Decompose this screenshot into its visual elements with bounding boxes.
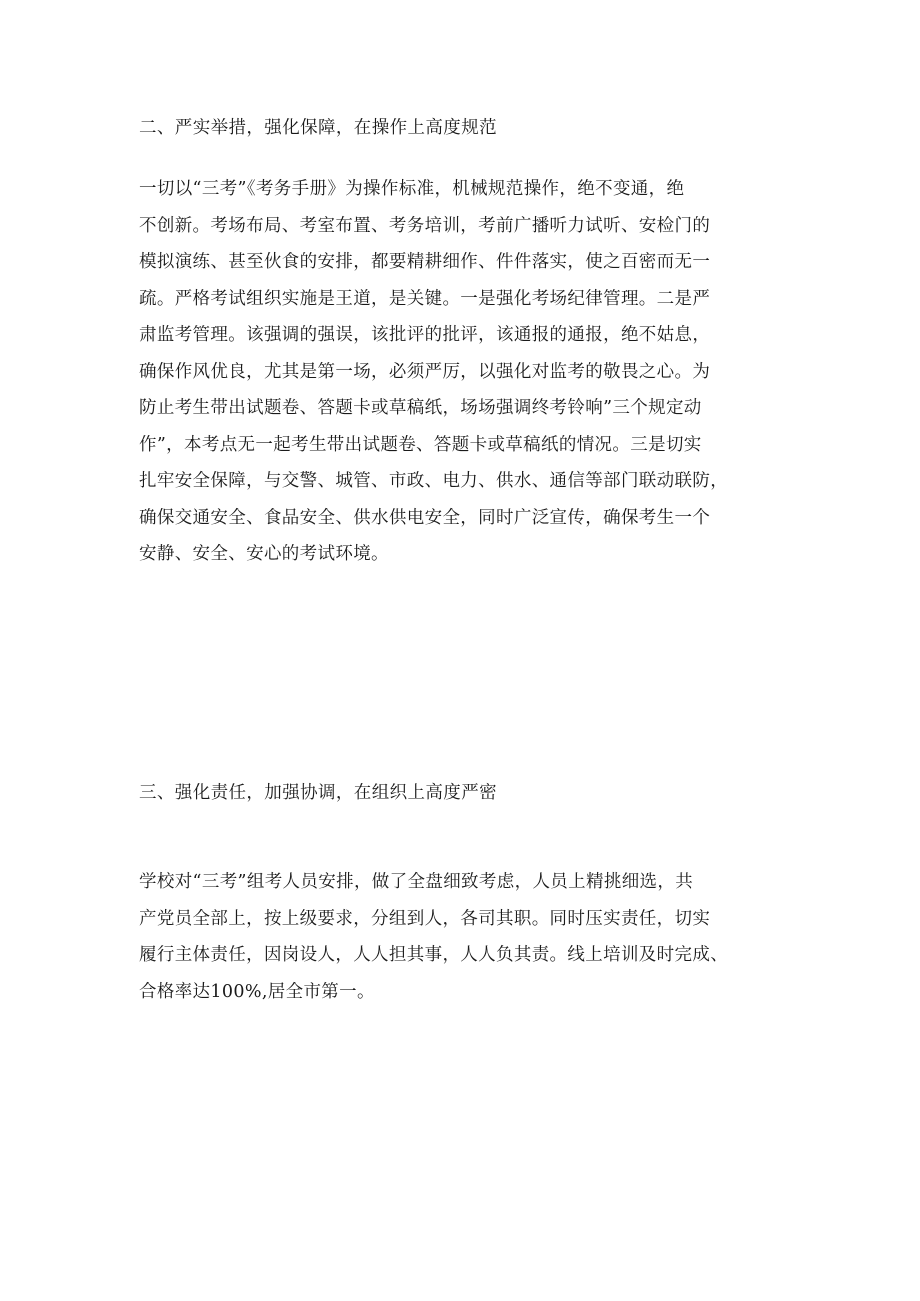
section-two-heading: 二、严实举措，强化保障，在操作上高度规范 [139,118,497,138]
section-two-paragraph [139,171,789,573]
paragraph-line: 作”，本考点无一起考生带出试题卷、答题卡或草稿纸的情况。三是切实 [139,434,702,455]
paragraph-line: 肃监考管理。该强调的强误，该批评的批评，该通报的通报，绝不姑息， [139,325,711,345]
paragraph-line: 疏。严格考试组织实施是王道，是关键。一是强化考场纪律管理。二是严 [139,288,711,309]
paragraph-line: 防止考生带出试题卷、答题卡或草稿纸，场场强调终考铃响”三个规定动 [139,398,702,418]
paragraph-line: 一切以“三考”《考务手册》为操作标准，机械规范操作，绝不变通，绝 [139,179,685,199]
paragraph-line: 模拟演练、甚至伙食的安排，都要精耕细作、件件落实，使之百密而无一 [139,252,711,272]
paragraph-line: 安静、安全、安心的考试环境。 [139,544,389,564]
section-three-paragraph [139,864,789,1010]
paragraph-line: 产党员全部上，按上级要求，分组到人，各司其职。同时压实责任，切实 [139,908,711,929]
paragraph-line: 确保作风优良，尤其是第一场，必须严厉，以强化对监考的敬畏之心。为 [139,361,711,382]
paragraph-line: 学校对“三考”组考人员安排，做了全盘细致考虑，人员上精挑细选，共 [139,872,694,892]
paragraph-line: 合格率达100%,居全市第一。 [139,981,375,1002]
section-three-heading: 三、强化责任，加强协调，在组织上高度严密 [139,783,497,803]
paragraph-line: 确保交通安全、食品安全、供水供电安全，同时广泛宣传，确保考生一个 [139,507,711,528]
paragraph-line: 不创新。考场布局、考室布置、考务培训，考前广播听力试听、安检门的 [139,215,711,236]
paragraph-line: 履行主体责任，因岗设人，人人担其事，人人负其责。线上培训及时完成、 [139,945,729,965]
paragraph-line: 扎牢安全保障，与交警、城管、市政、电力、供水、通信等部门联动联防， [139,471,729,491]
